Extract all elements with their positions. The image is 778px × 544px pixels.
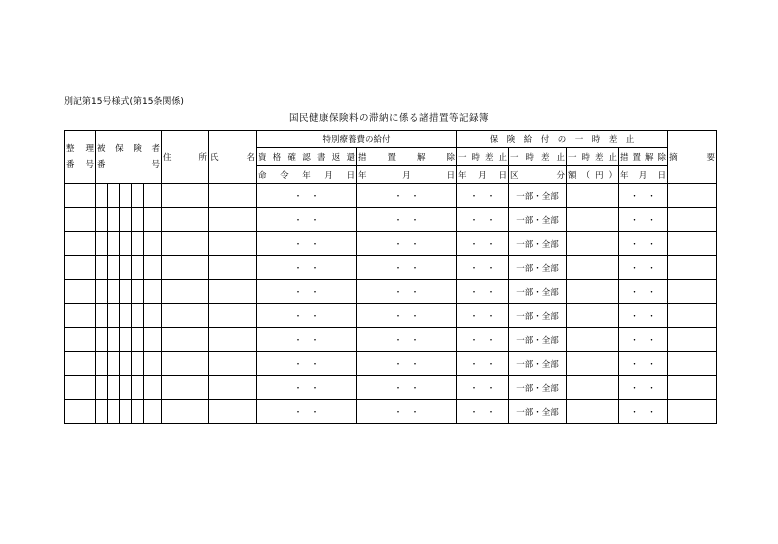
cell-shimei (209, 256, 257, 280)
cell-hihokensha-1 (96, 376, 108, 400)
header-tokubetsu-ryouyouhi: 特別療養費の給付 (257, 131, 457, 148)
header-hihokensha-ban: 番 (97, 160, 106, 170)
form-title: 国民健康保険料の滞納に係る諸措置等記録簿 (288, 113, 489, 124)
cell-shimei (209, 208, 257, 232)
cell-hihokensha-2 (108, 400, 120, 424)
cell-kubun: 一部・全部 (509, 376, 567, 400)
cell-hihokensha-5 (144, 304, 162, 328)
cell-kaijo-date: ・ ・ (619, 184, 668, 208)
cell-shikaku-date: ・ ・ (257, 184, 357, 208)
cell-hihokensha-5 (144, 400, 162, 424)
cell-sochi-date: ・ ・ (357, 376, 457, 400)
cell-shikaku-date: ・ ・ (257, 352, 357, 376)
cell-kubun: 一部・全部 (509, 304, 567, 328)
header-jusho: 住 所 (162, 131, 209, 184)
cell-hihokensha-2 (108, 376, 120, 400)
cell-shikaku-date: ・ ・ (257, 400, 357, 424)
cell-ichiji-date: ・ ・ (457, 400, 509, 424)
cell-tekiyo (668, 400, 717, 424)
cell-kaijo-date: ・ ・ (619, 304, 668, 328)
header-ichiji-sashitome-top: 一 時 差 止 (457, 148, 509, 166)
cell-tekiyo (668, 280, 717, 304)
cell-shikaku-date: ・ ・ (257, 376, 357, 400)
table-row (65, 400, 717, 424)
header-shikaku-kakunin-bottom: 命 令 年 月 日 (257, 166, 357, 184)
cell-hihokensha-1 (96, 232, 108, 256)
cell-hihokensha-4 (132, 256, 144, 280)
cell-hihokensha-4 (132, 376, 144, 400)
cell-seiri-bangou (65, 208, 96, 232)
cell-ichiji-date: ・ ・ (457, 376, 509, 400)
cell-hihokensha-1 (96, 208, 108, 232)
cell-hihokensha-4 (132, 328, 144, 352)
cell-tekiyo (668, 304, 717, 328)
cell-seiri-bangou (65, 304, 96, 328)
cell-ichiji-date: ・ ・ (457, 328, 509, 352)
cell-ichiji-date: ・ ・ (457, 280, 509, 304)
cell-hihokensha-1 (96, 280, 108, 304)
cell-kubun: 一部・全部 (509, 280, 567, 304)
cell-hihokensha-2 (108, 328, 120, 352)
cell-kubun: 一部・全部 (509, 256, 567, 280)
cell-seiri-bangou (65, 376, 96, 400)
table-row (65, 352, 717, 376)
header-ichiji-sashitome-bottom: 年 月 日 (457, 166, 509, 184)
cell-kubun: 一部・全部 (509, 328, 567, 352)
cell-hihokensha-4 (132, 280, 144, 304)
cell-gaku (567, 208, 619, 232)
cell-hihokensha-3 (120, 232, 132, 256)
cell-jusho (162, 352, 209, 376)
header-hoken-kyufu-sashitome: 保 険 給 付 の 一 時 差 止 (457, 131, 668, 148)
header-hihokensha-top: 被 保 険 者 (97, 144, 161, 154)
cell-hihokensha-5 (144, 256, 162, 280)
cell-jusho (162, 208, 209, 232)
header-shimei: 氏 名 (209, 131, 257, 184)
cell-gaku (567, 304, 619, 328)
cell-gaku (567, 184, 619, 208)
cell-hihokensha-3 (120, 208, 132, 232)
cell-jusho (162, 184, 209, 208)
cell-hihokensha-3 (120, 352, 132, 376)
cell-sochi-date: ・ ・ (357, 232, 457, 256)
header-kubun-bottom: 区 分 (509, 166, 567, 184)
cell-ichiji-date: ・ ・ (457, 256, 509, 280)
cell-kaijo-date: ・ ・ (619, 280, 668, 304)
cell-shikaku-date: ・ ・ (257, 208, 357, 232)
cell-kubun: 一部・全部 (509, 352, 567, 376)
cell-ichiji-date: ・ ・ (457, 352, 509, 376)
header-gaku-bottom: 額（円） (567, 166, 619, 184)
cell-hihokensha-1 (96, 352, 108, 376)
cell-kaijo-date: ・ ・ (619, 400, 668, 424)
cell-hihokensha-4 (132, 208, 144, 232)
cell-seiri-bangou (65, 256, 96, 280)
header-seiri-bottom: 番 号 (66, 160, 94, 170)
cell-hihokensha-2 (108, 184, 120, 208)
header-sochi-kaijo-bottom: 年 月 日 (357, 166, 457, 184)
header-tekiyo: 摘 要 (668, 131, 717, 184)
cell-hihokensha-2 (108, 352, 120, 376)
cell-hihokensha-3 (120, 256, 132, 280)
cell-jusho (162, 400, 209, 424)
cell-tekiyo (668, 376, 717, 400)
header-hihokensha-bangou (96, 131, 162, 184)
cell-shimei (209, 232, 257, 256)
cell-ichiji-date: ・ ・ (457, 304, 509, 328)
cell-jusho (162, 232, 209, 256)
cell-gaku (567, 400, 619, 424)
cell-hihokensha-2 (108, 304, 120, 328)
cell-hihokensha-3 (120, 400, 132, 424)
cell-sochi-date: ・ ・ (357, 208, 457, 232)
cell-hihokensha-1 (96, 304, 108, 328)
cell-kubun: 一部・全部 (509, 184, 567, 208)
cell-ichiji-date: ・ ・ (457, 208, 509, 232)
cell-hihokensha-5 (144, 232, 162, 256)
cell-kaijo-date: ・ ・ (619, 352, 668, 376)
cell-hihokensha-5 (144, 184, 162, 208)
cell-seiri-bangou (65, 280, 96, 304)
table-row (65, 376, 717, 400)
cell-kaijo-date: ・ ・ (619, 328, 668, 352)
cell-sochi-date: ・ ・ (357, 256, 457, 280)
table-row (65, 184, 717, 208)
cell-hihokensha-3 (120, 328, 132, 352)
table-row (65, 280, 717, 304)
cell-shimei (209, 352, 257, 376)
cell-jusho (162, 304, 209, 328)
header-seiri-bangou (65, 131, 96, 184)
cell-gaku (567, 352, 619, 376)
cell-gaku (567, 280, 619, 304)
table-row (65, 328, 717, 352)
table-row (65, 208, 717, 232)
cell-hihokensha-5 (144, 352, 162, 376)
header-kaijo-top: 措 置 解 除 (619, 148, 668, 166)
cell-kaijo-date: ・ ・ (619, 376, 668, 400)
header-kubun-top: 一 時 差 止 (509, 148, 567, 166)
cell-tekiyo (668, 256, 717, 280)
record-register-table (64, 130, 717, 424)
cell-jusho (162, 328, 209, 352)
cell-shimei (209, 400, 257, 424)
table-row (65, 232, 717, 256)
cell-ichiji-date: ・ ・ (457, 232, 509, 256)
cell-hihokensha-2 (108, 208, 120, 232)
table-row (65, 304, 717, 328)
cell-shikaku-date: ・ ・ (257, 232, 357, 256)
cell-sochi-date: ・ ・ (357, 304, 457, 328)
cell-sochi-date: ・ ・ (357, 280, 457, 304)
cell-hihokensha-5 (144, 280, 162, 304)
table-row (65, 256, 717, 280)
cell-kaijo-date: ・ ・ (619, 232, 668, 256)
cell-sochi-date: ・ ・ (357, 400, 457, 424)
cell-hihokensha-4 (132, 304, 144, 328)
cell-seiri-bangou (65, 328, 96, 352)
header-hihokensha-gou: 号 (151, 160, 161, 170)
cell-shikaku-date: ・ ・ (257, 328, 357, 352)
cell-hihokensha-1 (96, 256, 108, 280)
cell-gaku (567, 376, 619, 400)
cell-seiri-bangou (65, 400, 96, 424)
header-gaku-top: 一 時 差 止 (567, 148, 619, 166)
cell-sochi-date: ・ ・ (357, 328, 457, 352)
cell-tekiyo (668, 184, 717, 208)
cell-shimei (209, 280, 257, 304)
cell-gaku (567, 256, 619, 280)
cell-jusho (162, 256, 209, 280)
header-shikaku-kakunin-top: 資 格 確 認 書 返 還 (257, 148, 357, 166)
cell-shikaku-date: ・ ・ (257, 280, 357, 304)
cell-shimei (209, 376, 257, 400)
cell-kaijo-date: ・ ・ (619, 256, 668, 280)
cell-shimei (209, 328, 257, 352)
cell-hihokensha-2 (108, 256, 120, 280)
cell-kubun: 一部・全部 (509, 232, 567, 256)
cell-hihokensha-5 (144, 328, 162, 352)
cell-hihokensha-2 (108, 280, 120, 304)
header-sochi-kaijo-top: 措 置 解 除 (357, 148, 457, 166)
cell-hihokensha-1 (96, 184, 108, 208)
cell-hihokensha-3 (120, 184, 132, 208)
cell-hihokensha-3 (120, 376, 132, 400)
cell-tekiyo (668, 232, 717, 256)
cell-tekiyo (668, 328, 717, 352)
cell-seiri-bangou (65, 232, 96, 256)
cell-kubun: 一部・全部 (509, 400, 567, 424)
cell-hihokensha-3 (120, 280, 132, 304)
cell-tekiyo (668, 352, 717, 376)
cell-hihokensha-3 (120, 304, 132, 328)
cell-jusho (162, 376, 209, 400)
form-reference: 別記第15号様式(第15条関係) (64, 97, 184, 107)
cell-hihokensha-1 (96, 328, 108, 352)
cell-tekiyo (668, 208, 717, 232)
header-kaijo-bottom: 年 月 日 (619, 166, 668, 184)
cell-hihokensha-4 (132, 400, 144, 424)
cell-hihokensha-4 (132, 184, 144, 208)
cell-shimei (209, 304, 257, 328)
cell-sochi-date: ・ ・ (357, 184, 457, 208)
cell-gaku (567, 232, 619, 256)
cell-sochi-date: ・ ・ (357, 352, 457, 376)
cell-kaijo-date: ・ ・ (619, 208, 668, 232)
cell-seiri-bangou (65, 184, 96, 208)
cell-hihokensha-2 (108, 232, 120, 256)
cell-hihokensha-5 (144, 376, 162, 400)
cell-ichiji-date: ・ ・ (457, 184, 509, 208)
cell-seiri-bangou (65, 352, 96, 376)
cell-shimei (209, 184, 257, 208)
cell-shikaku-date: ・ ・ (257, 304, 357, 328)
cell-hihokensha-1 (96, 400, 108, 424)
cell-kubun: 一部・全部 (509, 208, 567, 232)
header-seiri-top: 整 理 (66, 144, 94, 154)
cell-jusho (162, 280, 209, 304)
cell-gaku (567, 328, 619, 352)
cell-hihokensha-4 (132, 232, 144, 256)
cell-shikaku-date: ・ ・ (257, 256, 357, 280)
cell-hihokensha-4 (132, 352, 144, 376)
cell-hihokensha-5 (144, 208, 162, 232)
